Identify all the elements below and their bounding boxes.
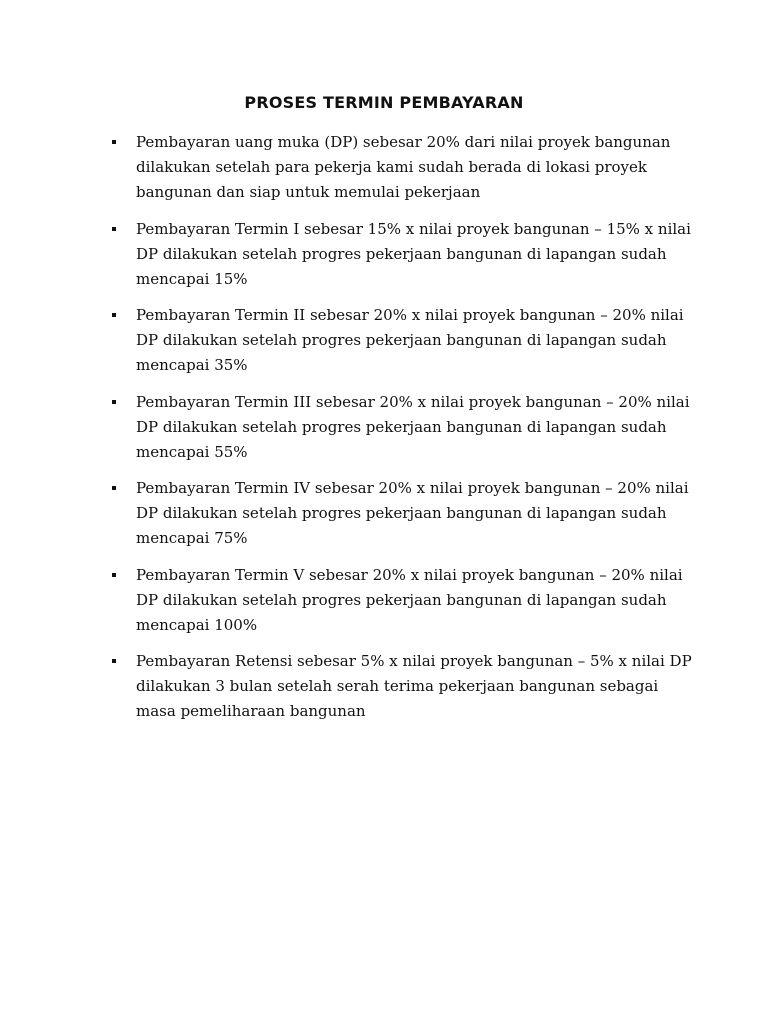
list-item-termin-2	[112, 303, 692, 378]
list-item-text: Pembayaran Termin III sebesar 20% x nilai proyek bangunan – 20% nilai DP dilakukan setelah progres pekerjaan bangunan di lapangan sudah mencapai 55%	[136, 392, 690, 461]
square-bullet-icon	[112, 659, 116, 663]
list-item-text: Pembayaran uang muka (DP) sebesar 20% dari nilai proyek bangunan dilakukan setelah para pekerja kami sudah berada di lokasi proyek bangunan dan siap untuk memulai pekerjaan	[136, 133, 671, 201]
square-bullet-icon	[112, 140, 116, 144]
list-item-termin-1	[112, 217, 692, 292]
square-bullet-icon	[112, 227, 116, 231]
list-item-termin-4	[112, 476, 692, 551]
list-item-text: Pembayaran Termin IV sebesar 20% x nilai proyek bangunan – 20% nilai DP dilakukan setelah progres pekerjaan bangunan di lapangan sudah mencapai 75%	[136, 479, 689, 547]
square-bullet-icon	[112, 400, 116, 404]
payment-terms-list	[112, 130, 692, 736]
list-item-termin-5	[112, 563, 692, 638]
list-item-text: Pembayaran Termin I sebesar 15% x nilai proyek bangunan – 15% x nilai DP dilakukan setelah progres pekerjaan bangunan di lapangan sudah mencapai 15%	[136, 219, 691, 288]
list-item-retensi	[112, 649, 692, 724]
square-bullet-icon	[112, 313, 116, 317]
list-item-text: Pembayaran Termin II sebesar 20% x nilai proyek bangunan – 20% nilai DP dilakukan setelah progres pekerjaan bangunan di lapangan sudah mencapai 35%	[136, 306, 684, 374]
list-item-dp	[112, 130, 692, 205]
list-item-termin-3	[112, 390, 692, 465]
list-item-text: Pembayaran Retensi sebesar 5% x nilai proyek bangunan – 5% x nilai DP dilakukan 3 bulan setelah serah terima pekerjaan bangunan sebagai masa pemeliharaan bangunan	[136, 652, 692, 720]
square-bullet-icon	[112, 486, 116, 490]
document-title: PROSES TERMIN PEMBAYARAN	[244, 93, 524, 112]
list-item-text: Pembayaran Termin V sebesar 20% x nilai proyek bangunan – 20% nilai DP dilakukan setelah progres pekerjaan bangunan di lapangan sudah mencapai 100%	[136, 565, 683, 634]
square-bullet-icon	[112, 573, 116, 577]
